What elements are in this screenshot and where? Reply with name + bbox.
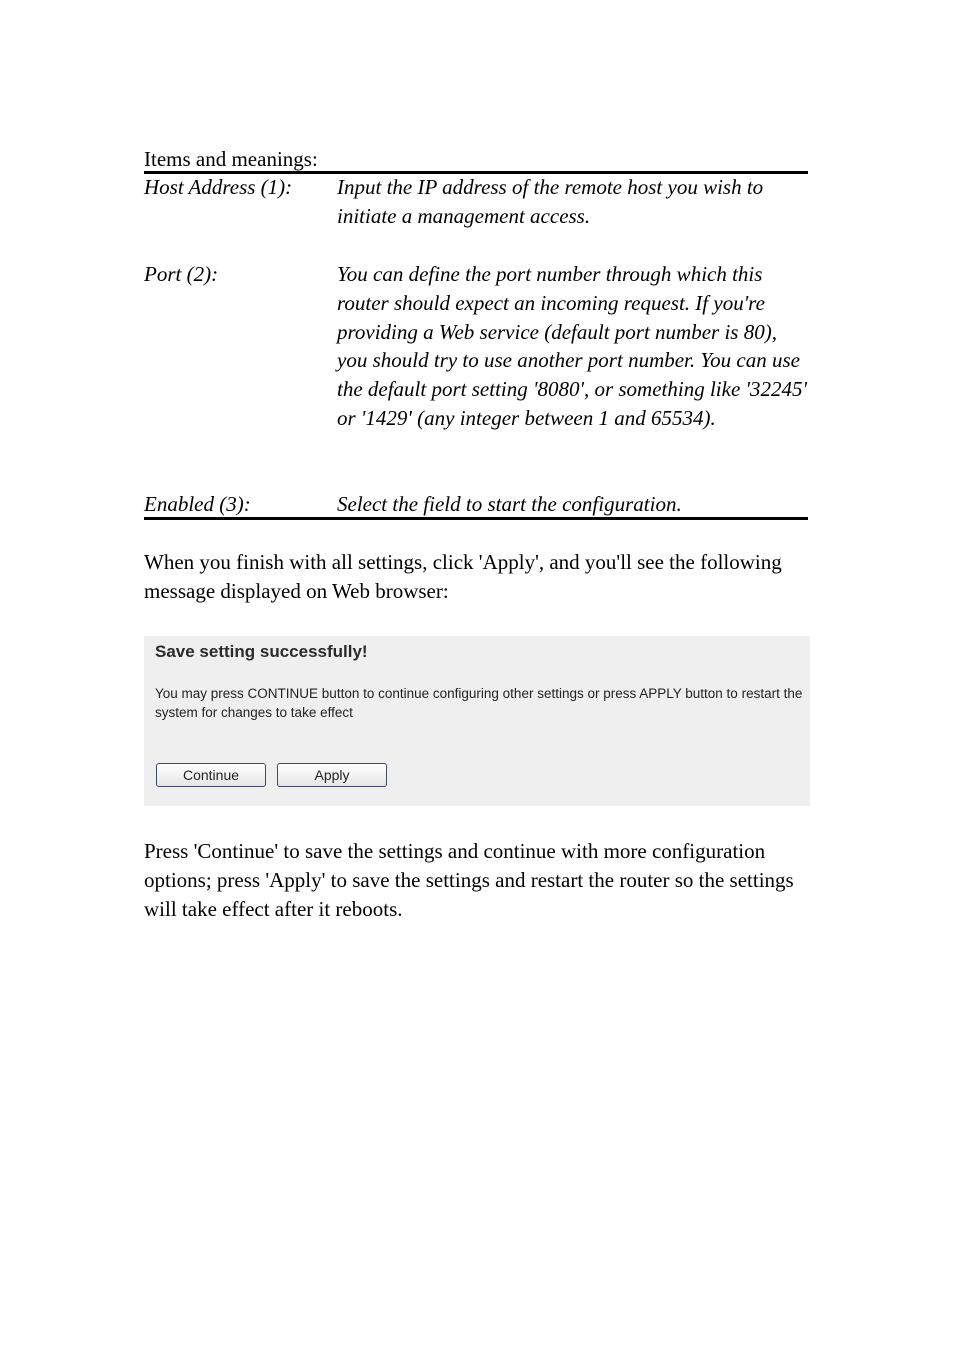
definition-term: Enabled (3): <box>144 492 251 516</box>
definition-description: Select the field to start the configuration. <box>337 492 682 516</box>
definition-term: Port (2): <box>144 262 219 286</box>
table-bottom-rule <box>144 517 808 520</box>
paragraph-finish: When you finish with all settings, click 'Apply', and you'll see the following message displayed on Web browser: <box>144 550 782 603</box>
paragraph-press: Press 'Continue' to save the settings and continue with more configuration options; press 'Apply' to save the settings and restart the router so the settings will take effect after it reboots. <box>144 839 794 921</box>
definition-description: Input the IP address of the remote host you wish to initiate a management access. <box>337 175 764 228</box>
save-success-message: You may press CONTINUE button to continue configuring other settings or press APPLY button to restart the system for changes to take effect <box>155 686 803 720</box>
continue-button[interactable]: Continue <box>156 763 266 787</box>
definition-description: You can define the port number through which this router should expect an incoming request. If you're providing a Web service (default port number is 80), you should try to use another port number. You can use the default port setting '8080', or something like '32245' or '1429' (any integer between 1 and 65534). <box>337 262 808 430</box>
items-heading: Items and meanings: <box>144 147 318 171</box>
definition-term: Host Address (1): <box>144 175 293 199</box>
save-success-title: Save setting successfully! <box>155 642 368 661</box>
save-success-panel <box>144 636 810 806</box>
apply-button[interactable]: Apply <box>277 763 387 787</box>
